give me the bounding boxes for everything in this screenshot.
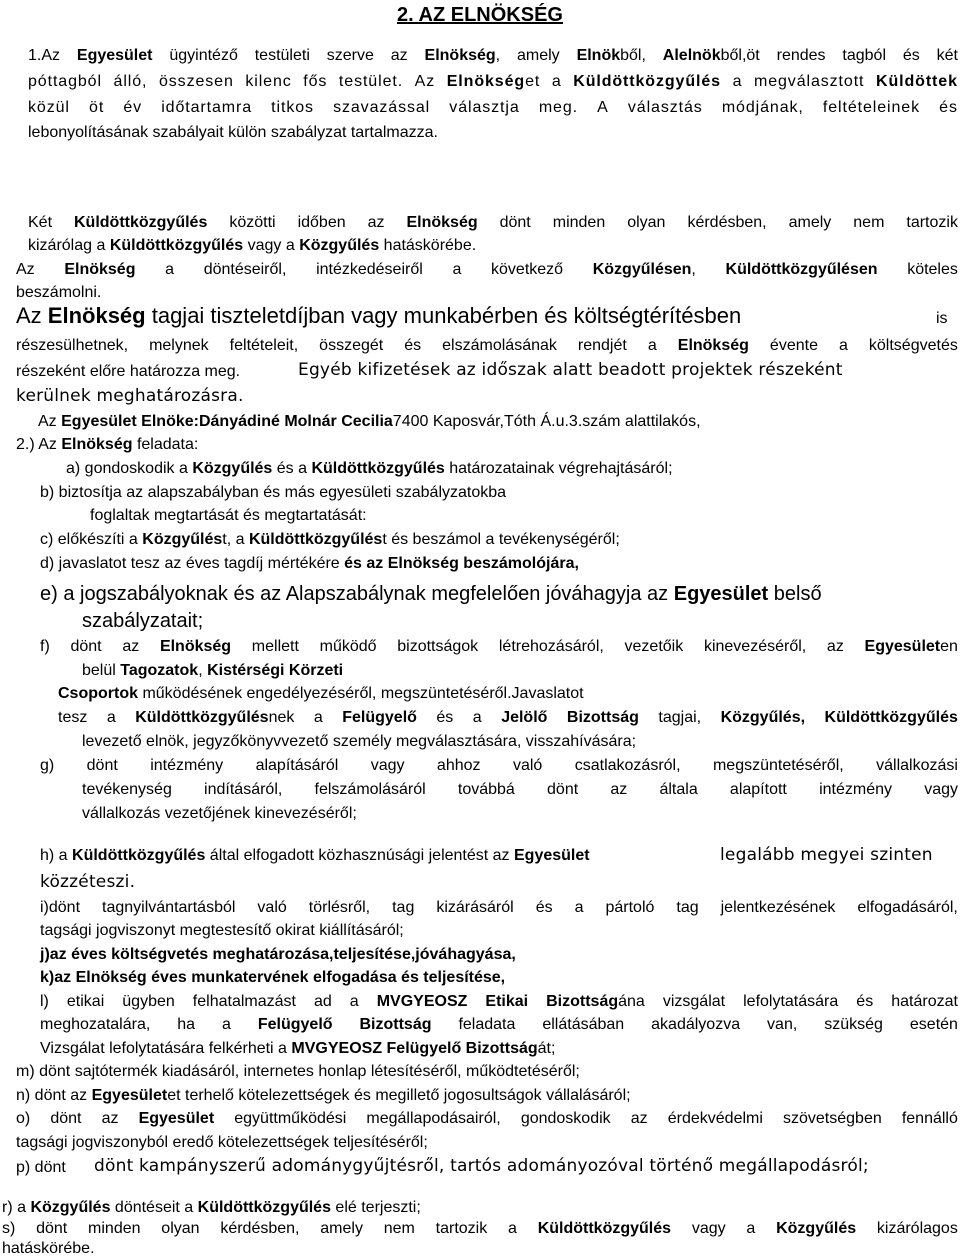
paragraph-line: 1.Az Egyesület ügyintéző testületi szerve az Elnökség, amely Elnökből, Alelnökből,öt rendes tagból és két (28, 47, 958, 64)
list-item: hatáskörébe. (2, 1240, 95, 1257)
list-item: tevékenység indításáról, felszámolásáról továbbá dönt az általa alapított intézmény vagy (82, 781, 958, 798)
paragraph-line: közül öt év időtartamra titkos szavazással választja meg. A választás módjának, feltételeinek és (28, 99, 958, 116)
list-item: o) dönt az Egyesület együttműködési megállapodásairól, gondoskodik az érdekvédelmi szövetségben fennálló (16, 1110, 958, 1127)
list-item: belül Tagozatok, Kistérségi Körzeti (82, 662, 344, 679)
paragraph-line: Az Egyesület Elnöke:Dányádiné Molnár Cecilia7400 Kaposvár,Tóth Á.u.3.szám alattilakós, (38, 413, 701, 430)
list-item: tesz a Küldöttközgyűlésnek a Felügyelő és a Jelölő Bizottság tagjai, Közgyűlés, Küldöttközgyűlés (58, 709, 958, 726)
list-item: k)az Elnökség éves munkatervének elfogadása és teljesítése, (40, 969, 506, 986)
list-item: d) javaslatot tesz az éves tagdíj mértékére és az Elnökség beszámolójára, (40, 555, 579, 572)
list-item: a) gondoskodik a Közgyűlés és a Küldöttközgyűlés határozatainak végrehajtásáról; (66, 460, 673, 477)
paragraph-line: is (936, 310, 948, 327)
list-item-handwritten: legalább megyei szinten (720, 845, 933, 865)
paragraph-line: részeként előre határozza meg. (16, 363, 241, 380)
list-item: m) dönt sajtótermék kiadásáról, internetes honlap létesítéséről, működtetéséről; (16, 1063, 580, 1080)
list-item-handwritten: közzéteszi. (40, 872, 136, 892)
paragraph-line: részesülhetnek, melynek feltételeit, összegét és elszámolásának rendjét a Elnökség évente a költségvetés (16, 337, 958, 354)
list-item: tagsági jogviszonyból eredő kötelezettségek teljesítéséről; (16, 1134, 428, 1151)
paragraph-line: kizárólag a Küldöttközgyűlés vagy a Közgyűlés hatáskörébe. (28, 237, 477, 254)
list-item: n) dönt az Egyesületet terhelő kötelezettségek és megillető jogosultságok vállalásáról; (16, 1087, 631, 1104)
section-title: 2. AZ ELNÖKSÉG (397, 4, 563, 26)
list-item: Csoportok működésének engedélyezéséről, megszüntetéséről.Javaslatot (58, 685, 584, 702)
list-item: Vizsgálat lefolytatására felkérheti a MVGYEOSZ Felügyelő Bizottságát; (40, 1040, 556, 1057)
paragraph-line: póttagból álló, összesen kilenc fős testület. Az Elnökséget a Küldöttközgyűlés a megválasztott Küldöttek (28, 73, 958, 90)
list-item: g) dönt intézmény alapításáról vagy ahhoz való csatlakozásról, megszüntetéséről, vállalkozási (40, 757, 958, 774)
list-item-handwritten: dönt kampányszerű adománygyűjtésről, tartós adományozóval történő megállapodásról; (94, 1156, 869, 1176)
list-item: levezető elnök, jegyzőkönyvvezető személy megválasztására, visszahívására; (82, 733, 637, 750)
paragraph-line: lebonyolításának szabályait külön szabályzat tartalmazza. (28, 124, 438, 141)
list-item-large: e) a jogszabályoknak és az Alapszabálynak megfelelően jóváhagyja az Egyesület belső (40, 583, 822, 605)
paragraph-line-handwritten: kerülnek meghatározásra. (16, 386, 244, 406)
paragraph-line: Az Elnökség a döntéseiről, intézkedéseiről a következő Közgyűlésen, Küldöttközgyűlésen köteles (16, 261, 958, 278)
list-item: h) a Küldöttközgyűlés által elfogadott közhasznúsági jelentést az Egyesület (40, 847, 590, 864)
paragraph-line-handwritten: Egyéb kifizetések az időszak alatt beadott projektek részeként (298, 360, 843, 380)
paragraph-line-large: Az Elnökség tagjai tiszteletdíjban vagy munkabérben és költségtérítésben (16, 303, 742, 328)
list-item: foglaltak megtartását és megtartatását: (90, 507, 367, 524)
list-item: r) a Közgyűlés döntéseit a Küldöttközgyűlés elé terjeszti; (2, 1199, 421, 1216)
list-item-large: szabályzatait; (82, 610, 204, 632)
list-item: i)dönt tagnyilvántartásból való törlésről, tag kizárásáról és a pártoló tag jelentkezésének elfogadásáról, (40, 899, 958, 916)
list-item: vállalkozás vezetőjének kinevezéséről; (82, 805, 357, 822)
list-item: s) dönt minden olyan kérdésben, amely nem tartozik a Küldöttközgyűlés vagy a Közgyűlés kizárólagos (2, 1220, 958, 1237)
list-item: f) dönt az Elnökség mellett működő bizottságok létrehozásáról, vezetőik kinevezéséről, az Egyesületen (40, 638, 958, 655)
list-item: b) biztosítja az alapszabályban és más egyesületi szabályzatokba (40, 484, 507, 501)
list-item: c) előkészíti a Közgyűlést, a Küldöttközgyűlést és beszámol a tevékenységéről; (40, 531, 620, 548)
list-item: j)az éves költségvetés meghatározása,teljesítése,jóváhagyása, (40, 946, 516, 963)
paragraph-line: beszámolni. (16, 284, 102, 301)
list-item: p) dönt (16, 1159, 66, 1176)
list-item: tagsági jogviszonyt megtestesítő okirat kiállításáról; (40, 922, 404, 939)
paragraph-line: 2.) Az Elnökség feladata: (16, 436, 199, 453)
paragraph-line: Két Küldöttközgyűlés közötti időben az Elnökség dönt minden olyan kérdésben, amely nem tartozik (28, 214, 958, 231)
list-item: meghozatalára, ha a Felügyelő Bizottság feladata ellátásában akadályozva van, szükség esetén (40, 1016, 958, 1033)
list-item: l) etikai ügyben felhatalmazást ad a MVGYEOSZ Etikai Bizottságána vizsgálat lefolytatására és határozat (40, 993, 958, 1010)
